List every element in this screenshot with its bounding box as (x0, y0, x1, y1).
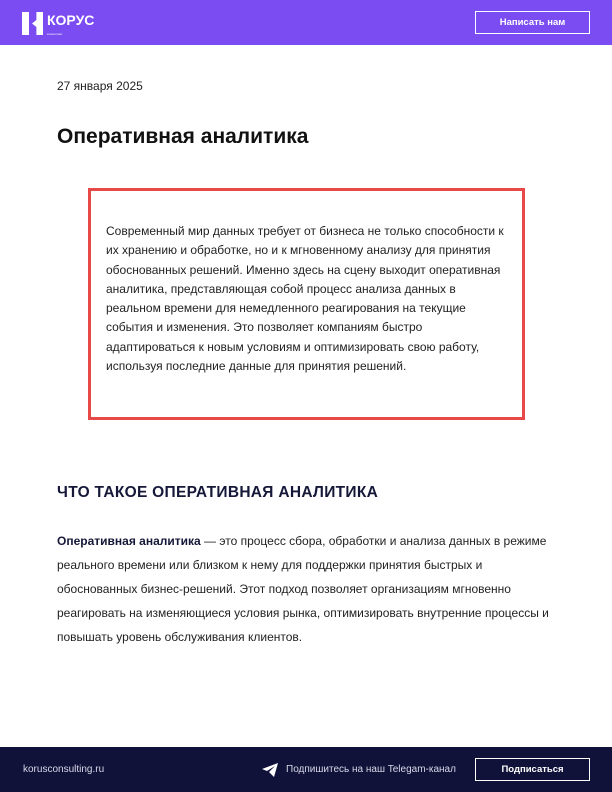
subscribe-button[interactable]: Подписаться (475, 758, 590, 781)
footer (0, 747, 612, 792)
contact-button[interactable]: Написать нам (475, 11, 590, 34)
article-date: 27 января 2025 (57, 79, 143, 93)
logo-mark-icon (22, 12, 43, 35)
logo-subtext: консалтинг (47, 32, 63, 36)
telegram-icon[interactable] (262, 763, 278, 777)
logo[interactable] (22, 12, 94, 36)
section-term: Оперативная аналитика (57, 534, 201, 548)
footer-site-link[interactable]: korusconsulting.ru (23, 764, 105, 775)
header (0, 0, 612, 45)
intro-box (88, 188, 525, 420)
section-text: — это процесс сбора, обработки и анализа данных в режиме реального времени или близком к нему для поддержки принятия быстрых и обоснованных бизнес-решений. Этот подход позволяет организациям мгновенно реагировать на изменяющиеся условия рынка, оптимизировать внутренние процессы и повышать уровень обслуживания клиентов. (57, 534, 549, 644)
logo-text: КОРУС (47, 12, 95, 28)
telegram-link[interactable]: Подпишитесь на наш Telegam-канал (286, 764, 456, 775)
section-paragraph (57, 529, 557, 649)
intro-text: Современный мир данных требует от бизнеса не только способности к их хранению и обработке, но и к мгновенному анализу для принятия обоснованных решений. Именно здесь на сцену выходит оперативная аналитика, представляющая собой процесс анализа данных в реальном времени для немедленного реагирования на текущие события и изменения. Это позволяет компаниям быстро адаптироваться к новым условиям и оптимизировать свою работу, используя последние данные для принятия решений. (106, 224, 504, 374)
section-heading: ЧТО ТАКОЕ ОПЕРАТИВНАЯ АНАЛИТИКА (57, 484, 379, 501)
page-title: Оперативная аналитика (57, 125, 309, 148)
